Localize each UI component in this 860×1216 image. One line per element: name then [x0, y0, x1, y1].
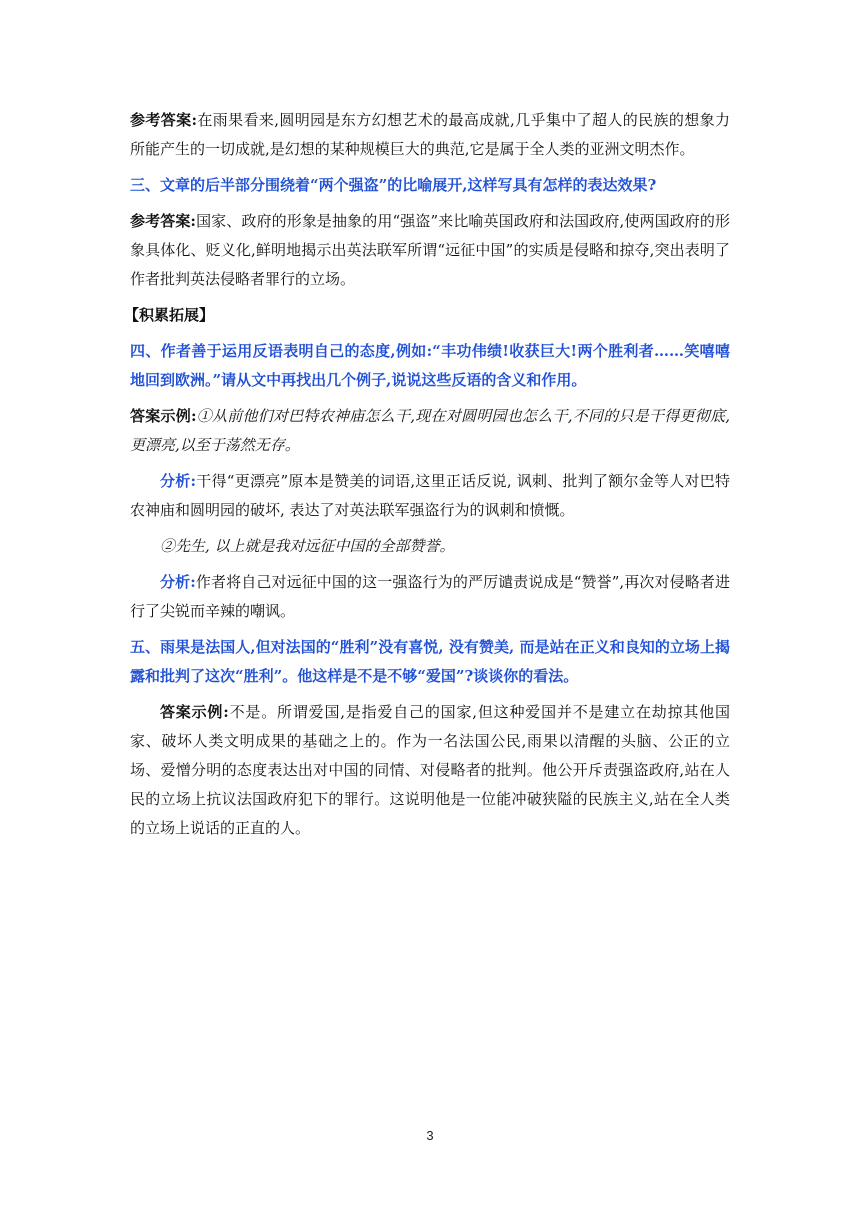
question-4: 四、作者善于运用反语表明自己的态度,例如:“丰功伟绩!收获巨大!两个胜利者……笑嘻嘻地回到欧洲。”请从文中再找出几个例子,说说这些反语的含义和作用。	[130, 342, 730, 389]
question-5: 五、雨果是法国人,但对法国的“胜利”没有喜悦, 没有赞美, 而是站在正义和良知的立场上揭露和批判了这次“胜利”。他这样是不是不够“爱国”?谈谈你的看法。	[130, 638, 730, 685]
page-number: 3	[426, 1128, 434, 1143]
example-quote-2: ②先生, 以上就是我对远征中国的全部赞誉。	[160, 537, 455, 555]
answer-example-4	[130, 402, 730, 460]
analysis-2	[130, 568, 730, 626]
answer-text: 国家、政府的形象是抽象的用“强盗”来比喻英国政府和法国政府,使两国政府的形象具体化、贬义化,鲜明地揭示出英法联军所谓“远征中国”的实质是侵略和掠夺,突出表明了作者批判英法侵略者罪行的立场。	[130, 212, 730, 288]
answer-paragraph-3	[130, 207, 730, 294]
answer-label: 答案示例:	[130, 407, 197, 425]
answer-example-5	[130, 698, 730, 843]
answer-paragraph-2	[130, 106, 730, 164]
page-content	[124, 106, 731, 850]
analysis-text: 作者将自己对远征中国的这一强盗行为的严厉谴责说成是“赞誉”,再次对侵略者进行了尖锐而辛辣的嘲讽。	[130, 573, 731, 620]
analysis-text: 干得“更漂亮”原本是赞美的词语,这里正话反说, 讽刺、批判了额尔金等人对巴特农神庙和圆明园的破坏, 表达了对英法联军强盗行为的讽刺和愤慨。	[130, 472, 730, 519]
answer-label: 参考答案:	[130, 212, 196, 230]
answer-text: 不是。所谓爱国,是指爱自己的国家,但这种爱国并不是建立在劫掠其他国家、破坏人类文明成果的基础之上的。作为一名法国公民,雨果以清醒的头脑、公正的立场、爱憎分明的态度表达出对中国的同情、对侵略者的批判。他公开斥责强盗政府,站在人民的立场上抗议法国政府犯下的罪行。这说明他是一位能冲破狭隘的民族主义,站在全人类的立场上说话的正直的人。	[130, 703, 730, 837]
answer-label: 答案示例:	[160, 703, 229, 721]
analysis-label: 分析:	[160, 472, 197, 490]
example-quote-1: ①从前他们对巴特农神庙怎么干,现在对圆明园也怎么干,不同的只是干得更彻底,更漂亮,以至于荡然无存。	[130, 407, 730, 454]
section-heading: 【积累拓展】	[124, 306, 215, 324]
question-3: 三、文章的后半部分围绕着“两个强盗”的比喻展开,这样写具有怎样的表达效果?	[130, 176, 657, 194]
answer-label: 参考答案:	[130, 111, 198, 129]
analysis-1	[130, 467, 730, 525]
answer-text: 在雨果看来,圆明园是东方幻想艺术的最高成就,几乎集中了超人的民族的想象力所能产生的一切成就,是幻想的某种规模巨大的典范,它是属于全人类的亚洲文明杰作。	[130, 111, 730, 158]
analysis-label: 分析:	[160, 573, 196, 591]
